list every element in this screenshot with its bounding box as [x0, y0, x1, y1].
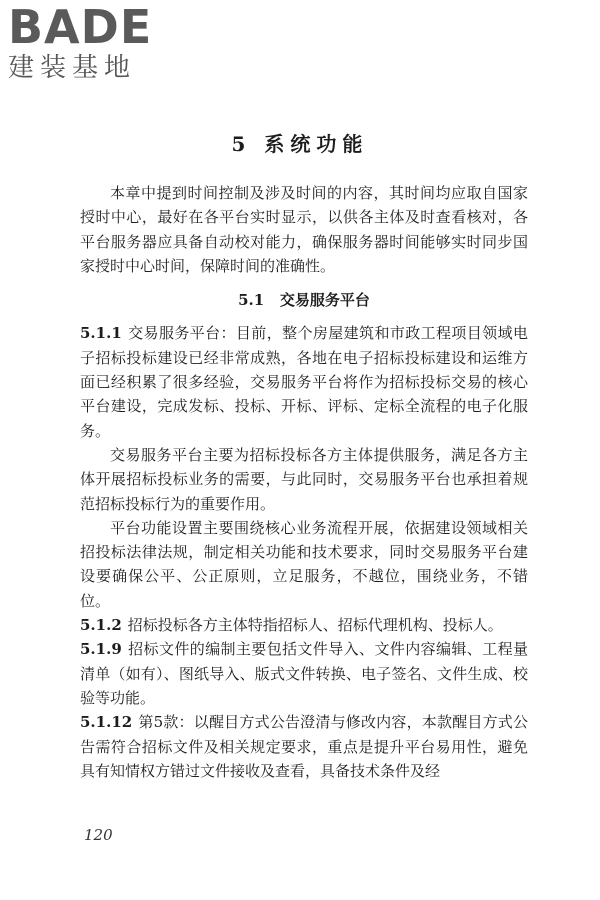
section-title: 交易服务平台 — [279, 291, 370, 310]
clause-number: 5.1.12 — [80, 713, 133, 732]
clause-number: 5.1.2 — [80, 616, 122, 635]
clause-5-1-12 — [80, 710, 528, 783]
clause-5-1-2 — [80, 613, 528, 637]
clause-5-1-1 — [80, 321, 528, 442]
body-paragraph: 平台功能设置主要围绕核心业务流程开展，依据建设领域相关招投标法律法规，制定相关功能和技术要求，同时交易服务平台建设要确保公平、公正原则，立足服务，不越位，围绕业务，不错位。 — [80, 518, 528, 610]
page-number: 120 — [84, 826, 113, 844]
section-number: 5.1 — [238, 291, 265, 310]
clause-text: 招标投标各方主体特指招标人、招标代理机构、投标人。 — [127, 616, 503, 635]
logo-subtitle: 建装基地 — [8, 53, 137, 83]
chapter-title: 5 系统功能 — [231, 132, 369, 156]
logo-mark: BADE — [8, 0, 153, 54]
bade-logo — [8, 0, 178, 84]
clause-text: 第5款：以醒目方式公告澄清与修改内容，本款醒目方式公告需符合招标文件及相关规定要求，重点是提升平台易用性，避免具有知情权方错过文件接收及查看，具备技术条件及经 — [80, 713, 528, 780]
clause-text: 交易服务平台：目前，整个房屋建筑和市政工程项目领域电子招标投标建设已经非常成熟，各地在电子招标投标建设和运维方面已经积累了很多经验，交易服务平台将作为招标投标交易的核心平台建设，完成发标、投标、开标、评标、定标全流程的电子化服务。 — [80, 324, 528, 440]
clause-text: 招标文件的编制主要包括文件导入、文件内容编辑、工程量清单（如有）、图纸导入、版式文件转换、电子签名、文件生成、校验等功能。 — [80, 640, 528, 707]
clause-5-1-9 — [80, 637, 528, 710]
section-heading — [80, 288, 528, 312]
intro-paragraph: 本章中提到时间控制及涉及时间的内容，其时间均应取自国家授时中心，最好在各平台实时显示，以供各主体及时查看核对，各平台服务器应具备自动校对能力，确保服务器时间能够实时同步国家授时中心时间，保障时间的准确性。 — [80, 184, 528, 275]
clause-number: 5.1.1 — [80, 324, 122, 343]
clause-number: 5.1.9 — [80, 640, 122, 659]
page-body — [80, 181, 528, 783]
body-paragraph: 交易服务平台主要为招标投标各方主体提供服务，满足各方主体开展招标投标业务的需要，与此同时，交易服务平台也承担着规范招标投标行为的重要作用。 — [80, 445, 528, 513]
